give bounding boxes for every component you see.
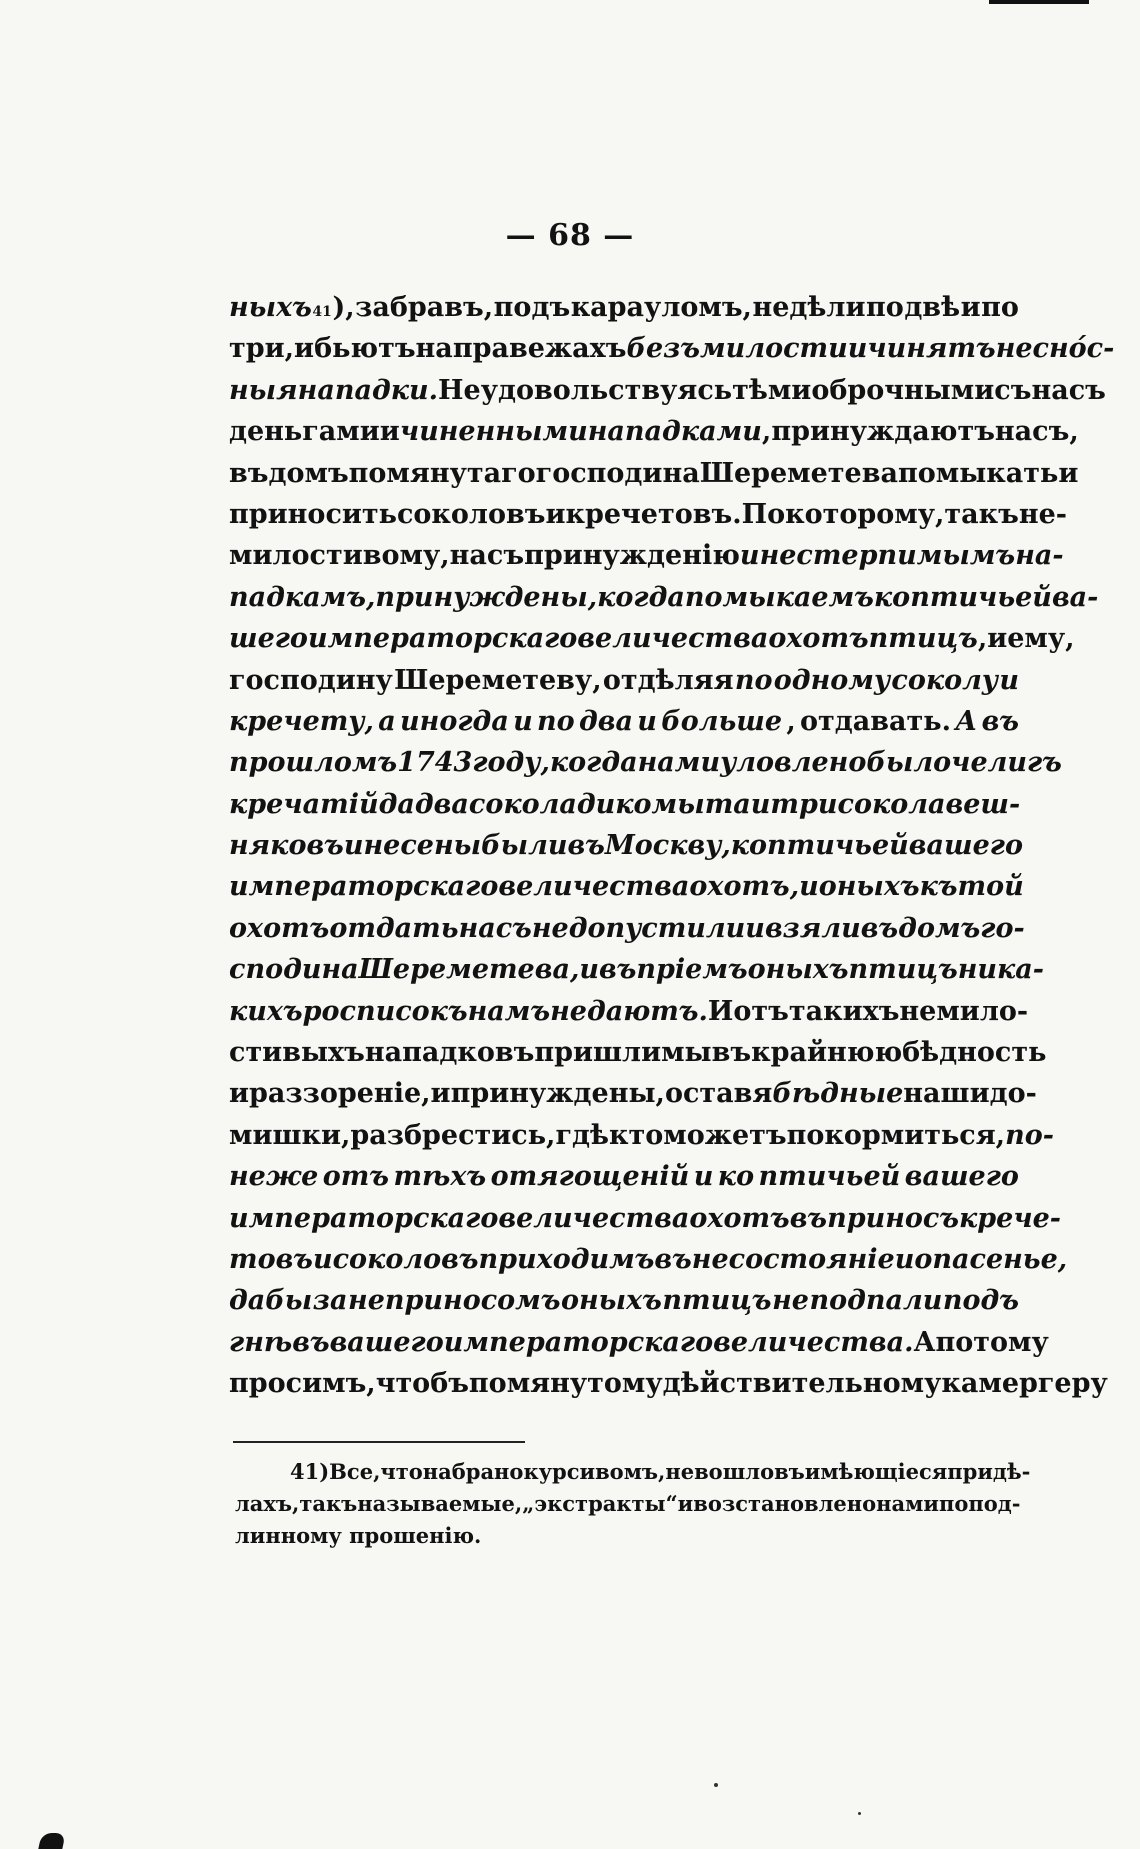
text-word: несостояніе <box>691 1243 895 1275</box>
text-word: господина <box>535 457 700 489</box>
body-text <box>229 287 1115 1405</box>
footnote-word: „экстракты“ <box>522 1491 678 1516</box>
text-word: двѣ <box>904 292 961 323</box>
text-word: по <box>537 705 575 737</box>
text-word: домъ <box>898 912 981 944</box>
text-line: ныхъ 41 ), забравъ, подъ карауломъ, недѣли по двѣ и по <box>229 287 1019 328</box>
text-word: нападками <box>587 416 762 448</box>
text-word: безъ <box>626 333 701 365</box>
text-word: няковъ <box>229 830 344 862</box>
text-word: несно́с- <box>995 333 1115 365</box>
text-line <box>229 453 1079 494</box>
text-word: а <box>378 705 396 737</box>
footnote-word: под- <box>968 1491 1021 1516</box>
text-word: до- <box>989 1078 1037 1110</box>
text-word: одному <box>773 664 891 696</box>
text-word: удовольствуясь <box>480 374 733 406</box>
text-word: и <box>799 871 819 903</box>
text-word: и <box>343 830 364 862</box>
text-word: охотъ <box>689 1202 790 1234</box>
text-word: неже <box>229 1161 319 1193</box>
footnote-word: набрано <box>422 1459 524 1484</box>
text-word: мы <box>661 1037 712 1069</box>
text-word: веш- <box>945 788 1021 820</box>
text-word: императорскаго <box>229 871 499 903</box>
text-word: на- <box>1015 540 1064 572</box>
text-word: дикомыта <box>576 788 751 820</box>
text-line <box>229 1032 1047 1073</box>
text-word: Не <box>438 374 481 406</box>
text-line <box>229 1322 1049 1363</box>
text-line <box>229 494 1067 535</box>
text-word: было <box>866 747 952 779</box>
text-word: помыкать <box>897 457 1059 489</box>
footnote-word: вошло <box>694 1459 775 1484</box>
text-word: ко <box>717 1161 755 1193</box>
text-line <box>229 535 1064 576</box>
text-word: насъ <box>1031 374 1106 406</box>
print-speck <box>714 1783 718 1787</box>
text-word: раззореніе, <box>249 1078 431 1110</box>
text-word: не <box>531 912 569 944</box>
text-word: птичьей <box>758 1161 901 1193</box>
footnote-word: не <box>665 1459 695 1484</box>
text-word: наши <box>903 1078 990 1110</box>
text-word: птицъ <box>868 623 978 655</box>
page-number: — 68 — <box>505 218 635 253</box>
footnote-word: лахъ, <box>235 1491 300 1516</box>
text-word: недѣли <box>752 292 866 323</box>
text-line <box>229 577 1099 618</box>
top-corner-rule <box>989 0 1089 4</box>
text-word: ко <box>730 830 768 862</box>
text-word: уловлено <box>720 747 867 779</box>
text-word: и <box>987 623 1008 655</box>
text-word: оныхъ <box>818 871 920 903</box>
text-word: милости <box>700 333 848 365</box>
footnote-word: возстановлено <box>693 1491 877 1516</box>
footnote <box>235 1456 1031 1552</box>
text-word: гнѣвъ <box>229 1326 330 1358</box>
text-line <box>229 370 1106 411</box>
text-word: сподина <box>229 954 359 986</box>
text-word: и <box>379 416 400 448</box>
text-word: мишки, <box>229 1119 351 1151</box>
footnote-word: и <box>677 1491 694 1516</box>
text-word: карауломъ, <box>570 292 752 323</box>
text-line <box>229 1280 1019 1321</box>
text-word: Шереметева <box>699 457 898 489</box>
text-word: деньгами <box>229 416 380 448</box>
text-word: въ <box>567 830 605 862</box>
text-word: , <box>786 705 796 737</box>
text-word: насъ <box>458 912 532 944</box>
text-word: несены <box>363 830 482 862</box>
text-word: чинятъ <box>867 333 996 365</box>
text-word: году, <box>472 747 550 779</box>
text-line <box>229 784 1019 825</box>
text-word: росписокъ <box>302 995 468 1027</box>
text-word: кто <box>608 1119 664 1151</box>
text-word: товъ <box>229 1243 313 1275</box>
text-word: отдать <box>329 912 459 944</box>
footnote-word: курсивомъ, <box>523 1459 666 1484</box>
text-word: взяли <box>764 912 861 944</box>
scan-edge-mark <box>38 1833 65 1849</box>
text-word: два <box>414 788 469 820</box>
text-word: помыкаемъ <box>684 581 874 613</box>
text-word: и <box>513 705 533 737</box>
text-word: чтобъ <box>375 1368 469 1400</box>
text-word: , <box>977 623 988 655</box>
text-word: бѣдные <box>772 1078 904 1110</box>
text-word: приносъ <box>827 1202 959 1234</box>
text-line <box>229 1239 1068 1280</box>
text-word: по <box>734 664 773 696</box>
text-word: сокола <box>837 788 946 820</box>
text-word: нестерпимымъ <box>759 540 1016 572</box>
text-word: и <box>229 1078 250 1110</box>
text-word: величества <box>577 623 769 655</box>
text-word: и <box>739 540 760 572</box>
text-word: немило- <box>899 995 1029 1027</box>
text-word: и <box>312 1243 333 1275</box>
text-word: ныхъ <box>229 292 312 323</box>
text-word: съ <box>994 374 1032 406</box>
text-word: не <box>550 995 587 1027</box>
text-word: въ <box>654 1243 692 1275</box>
text-word: такихъ <box>788 995 900 1027</box>
text-word: и <box>894 1243 915 1275</box>
text-word: помянутому <box>468 1368 663 1400</box>
text-line <box>229 1363 1108 1404</box>
text-word: чиненными <box>399 416 588 448</box>
text-word: падкамъ, <box>229 581 376 613</box>
text-word: были <box>481 830 568 862</box>
text-word: крайнюю <box>751 1037 903 1069</box>
text-word: и <box>637 705 657 737</box>
text-line <box>229 1156 1019 1197</box>
text-word: Москву, <box>604 830 731 862</box>
text-line <box>229 949 1044 990</box>
text-word: въ <box>860 912 899 944</box>
text-word: ника- <box>957 954 1044 986</box>
text-word: императорскаго <box>443 1326 714 1358</box>
text-word: И <box>707 995 734 1027</box>
text-word: императорскаго <box>229 1202 499 1234</box>
text-word: отдавать. <box>800 705 951 737</box>
text-word: кречету, <box>229 705 374 737</box>
text-word: ко <box>873 581 911 613</box>
footnote-word: по <box>938 1491 969 1516</box>
text-word: допустили <box>568 912 746 944</box>
footnote-word: при <box>947 1459 993 1484</box>
text-line <box>229 701 1019 742</box>
text-word: разбрестись, <box>350 1119 556 1151</box>
text-word: бѣдность <box>902 1037 1047 1069</box>
text-word: домъ <box>268 457 349 489</box>
footnote-word: такъ <box>299 1491 358 1516</box>
text-word: вашего <box>908 830 1023 862</box>
text-word: которому, <box>785 498 945 530</box>
footnote-line <box>235 1456 1031 1488</box>
text-word: шего <box>229 623 308 655</box>
text-word: по- <box>1005 1119 1054 1151</box>
text-word: на <box>415 333 453 365</box>
text-word: величества. <box>713 1326 914 1358</box>
text-word: и <box>847 333 868 365</box>
text-word: подъ <box>493 292 571 323</box>
text-word: птичьей <box>910 581 1052 613</box>
footnote-word: Все, <box>329 1459 381 1484</box>
text-word: принужденію <box>524 540 740 572</box>
text-word: птицъ <box>848 954 958 986</box>
text-word: соколу <box>891 664 999 696</box>
text-word: вашего <box>904 1161 1019 1193</box>
text-word: тѣхъ <box>393 1161 487 1193</box>
text-line <box>229 866 1024 907</box>
text-word: вашего <box>329 1326 444 1358</box>
text-word: охотъ <box>229 912 330 944</box>
text-word: крече- <box>958 1202 1061 1234</box>
text-word: нападковъ <box>364 1037 535 1069</box>
text-word: приносить <box>229 498 397 530</box>
text-word: и <box>960 292 981 323</box>
text-word: просимъ, <box>229 1368 376 1400</box>
text-word: и <box>430 1078 451 1110</box>
text-word: оныхъ <box>747 954 849 986</box>
text-word: въ <box>229 457 269 489</box>
text-word: принуждены, <box>375 581 598 613</box>
text-line <box>229 1073 1037 1114</box>
text-word: три, <box>229 333 295 365</box>
footnote-word: 41) <box>290 1459 330 1484</box>
text-word: даютъ. <box>586 995 708 1027</box>
text-word: въ <box>981 705 1019 737</box>
text-word: кречатій <box>229 788 379 820</box>
footnote-divider <box>233 1441 525 1443</box>
text-line <box>229 742 1062 783</box>
text-word: приходимъ <box>478 1243 655 1275</box>
text-word: 1743 <box>397 747 473 779</box>
text-word: охотъ, <box>689 871 800 903</box>
text-word: милостивому, <box>229 540 450 572</box>
text-word: соколовъ <box>332 1243 479 1275</box>
text-word: нами <box>637 747 721 779</box>
text-word: отягощеній <box>490 1161 690 1193</box>
text-word: камергеру <box>941 1368 1108 1400</box>
text-word: Шереметеву, <box>394 664 602 696</box>
text-word: птичьей <box>767 830 909 862</box>
footnote-word: нами <box>876 1491 939 1516</box>
text-word: въ <box>599 954 637 986</box>
text-word: насъ, <box>994 416 1079 448</box>
footnote-word: что <box>380 1459 423 1484</box>
text-word: и <box>294 333 315 365</box>
text-word: не <box>772 1285 809 1317</box>
text-word: соколовъ <box>396 498 546 530</box>
text-word: правежахъ <box>452 333 627 365</box>
text-word: сокола <box>468 788 577 820</box>
text-word: намъ <box>467 995 551 1027</box>
text-word: въ <box>789 1202 828 1234</box>
text-word: дѣйствительному <box>662 1368 942 1400</box>
text-word: той <box>957 871 1024 903</box>
text-word: охотъ <box>768 623 869 655</box>
text-word: когда <box>597 581 685 613</box>
text-word: величества <box>498 1202 690 1234</box>
text-word: и <box>745 912 765 944</box>
text-word: бьютъ <box>314 333 416 365</box>
text-word: неприносомъ <box>348 1285 561 1317</box>
text-word: Шереметева, <box>358 954 580 986</box>
text-word: потому <box>935 1326 1049 1358</box>
text-word: пріемъ <box>636 954 748 986</box>
text-word: и <box>1058 457 1079 489</box>
footnote-line <box>235 1488 1019 1520</box>
footnote-word: имѣющіеся <box>804 1459 948 1484</box>
text-line <box>229 1115 1054 1156</box>
text-word: По <box>741 498 786 530</box>
text-word: и <box>693 1161 714 1193</box>
text-word: забравъ, <box>355 292 494 323</box>
text-word: стивыхъ <box>229 1037 365 1069</box>
text-word: опасенье, <box>914 1243 1068 1275</box>
text-word: величества <box>498 871 690 903</box>
text-line <box>229 328 1115 369</box>
footnote-word: называемые, <box>357 1491 523 1516</box>
text-word: , <box>761 416 772 448</box>
text-word: да <box>378 788 415 820</box>
footnote-line <box>235 1520 1019 1552</box>
footnote-word: прошенію. <box>349 1523 482 1548</box>
text-word: три <box>770 788 838 820</box>
text-word: принуждены, <box>450 1078 665 1110</box>
text-word: челигъ <box>951 747 1062 779</box>
text-word: не- <box>1018 498 1067 530</box>
text-word: го- <box>980 912 1025 944</box>
text-word: иногда <box>400 705 509 737</box>
text-word: насъ <box>449 540 525 572</box>
text-word: нападки. <box>297 374 439 406</box>
text-line <box>229 825 1023 866</box>
text-word: императорскаго <box>307 623 578 655</box>
text-word: дабы <box>229 1285 313 1317</box>
text-word: за <box>312 1285 348 1317</box>
text-word: ему, <box>1007 623 1075 655</box>
text-word: кихъ <box>229 995 303 1027</box>
text-word: оставя <box>664 1078 773 1110</box>
footnote-word: дѣ- <box>992 1459 1031 1484</box>
text-word: гдѣ <box>555 1119 609 1151</box>
text-word: подпали <box>809 1285 943 1317</box>
text-word: кречетовъ. <box>565 498 742 530</box>
text-word: по <box>981 292 1019 323</box>
text-word: оброчными <box>811 374 995 406</box>
text-word: А <box>955 705 978 737</box>
footnote-word: въ <box>774 1459 805 1484</box>
text-word: пришли <box>534 1037 662 1069</box>
text-word: покормиться, <box>786 1119 1006 1151</box>
text-word: и <box>999 664 1019 696</box>
print-speck <box>858 1812 861 1815</box>
text-line <box>229 411 1079 452</box>
text-word: оныхъ <box>560 1285 662 1317</box>
text-word: два <box>578 705 633 737</box>
text-word: больше <box>661 705 783 737</box>
text-word: птицъ <box>662 1285 772 1317</box>
text-word: прошломъ <box>229 747 398 779</box>
text-word: господину <box>229 664 393 696</box>
text-word: и <box>750 788 771 820</box>
text-line <box>229 1198 1061 1239</box>
text-word: А <box>913 1326 936 1358</box>
text-word: къ <box>919 871 958 903</box>
footnote-word: линному <box>235 1523 350 1548</box>
text-word: въ <box>711 1037 752 1069</box>
text-word: ва- <box>1051 581 1099 613</box>
text-line <box>229 660 1019 701</box>
text-line <box>229 991 1029 1032</box>
text-word: тѣми <box>732 374 812 406</box>
text-word: когда <box>549 747 638 779</box>
text-word: по <box>866 292 904 323</box>
text-word: и <box>545 498 566 530</box>
text-word: помянутаго <box>348 457 536 489</box>
text-word: принуждаютъ <box>771 416 995 448</box>
text-word: ), <box>332 292 355 323</box>
text-word: отъ <box>733 995 789 1027</box>
text-word: и <box>579 954 600 986</box>
text-line <box>229 618 1075 659</box>
text-word: отъ <box>322 1161 389 1193</box>
text-line <box>229 908 1025 949</box>
text-word: такъ <box>944 498 1019 530</box>
text-word: подъ <box>942 1285 1019 1317</box>
text-word: можетъ <box>663 1119 787 1151</box>
text-word: отдѣляя <box>602 664 734 696</box>
text-word: ныя <box>229 374 298 406</box>
